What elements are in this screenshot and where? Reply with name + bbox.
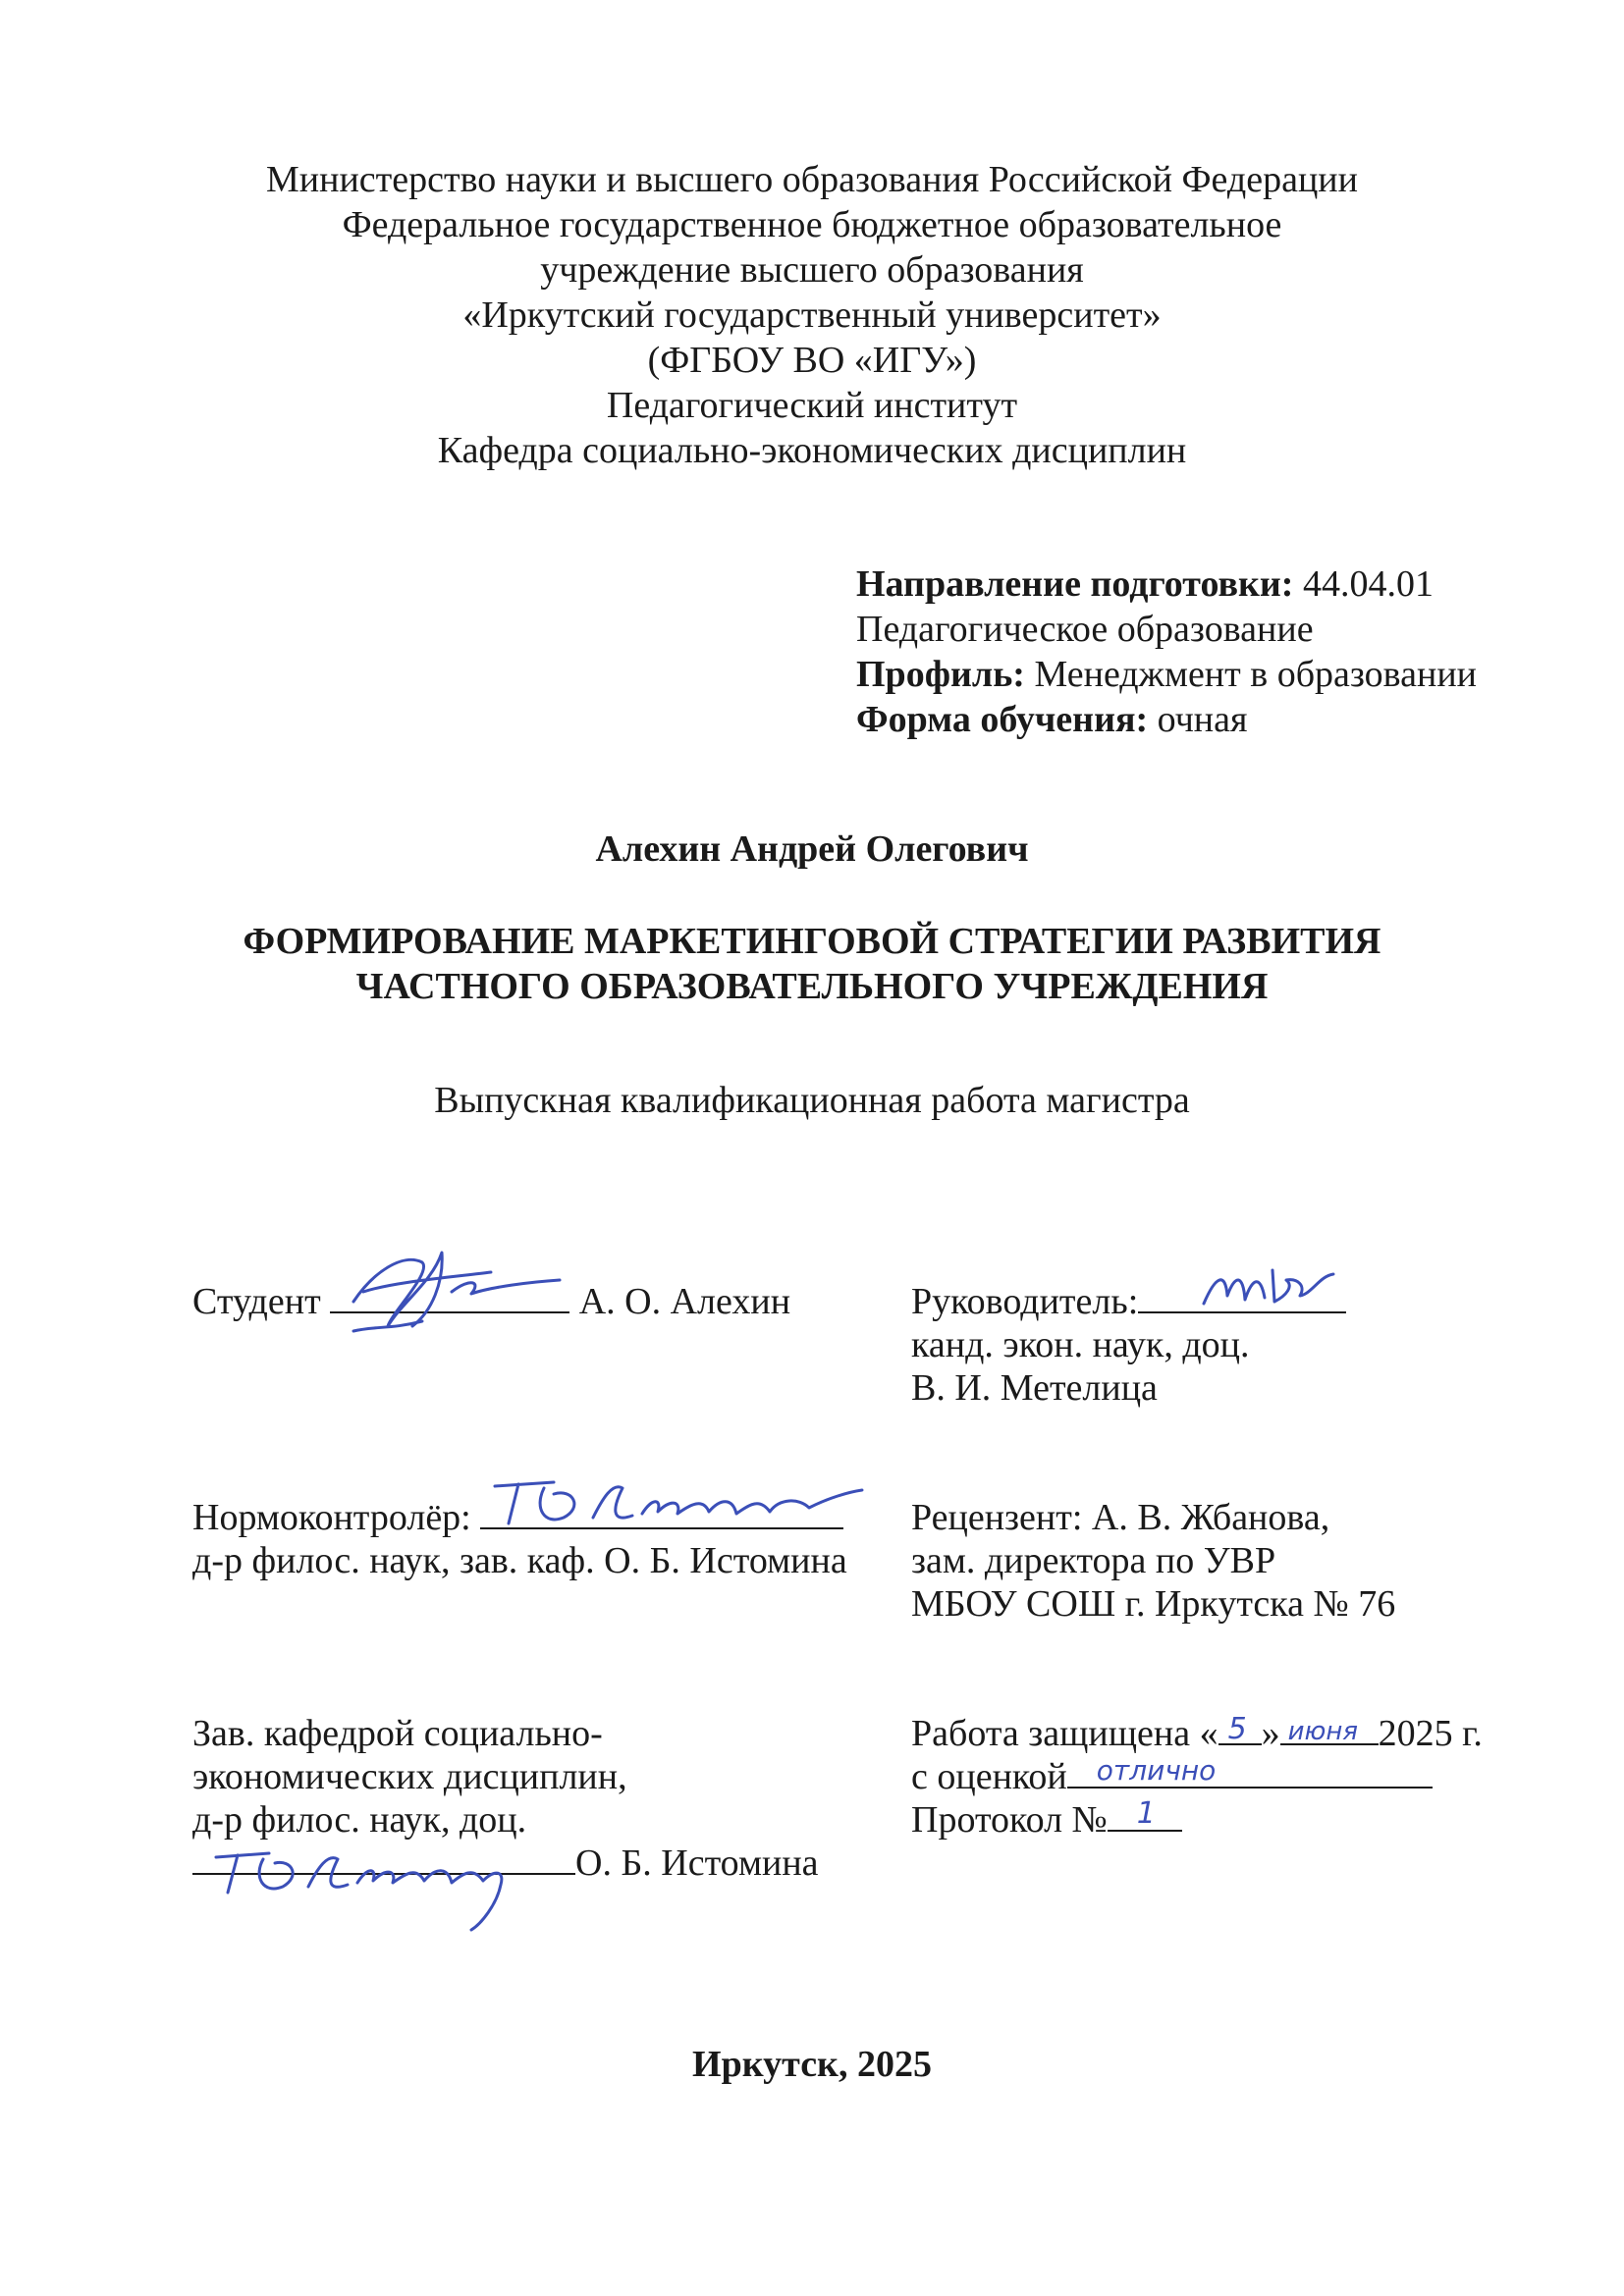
student-label: Студент bbox=[192, 1281, 321, 1322]
thesis-title bbox=[0, 919, 1624, 1009]
supervisor-signature bbox=[1196, 1256, 1343, 1315]
head-name: О. Б. Истомина bbox=[575, 1842, 819, 1884]
head-degree: д-р филос. наук, доц. bbox=[192, 1799, 527, 1841]
supervisor-name: В. И. Метелица bbox=[911, 1367, 1158, 1409]
defense-day-line bbox=[1218, 1714, 1262, 1745]
ministry-header bbox=[0, 157, 1624, 473]
normcontrol-details: д-р филос. наук, зав. каф. О. Б. Истомина bbox=[192, 1540, 847, 1581]
profile-label: Профиль: bbox=[856, 654, 1025, 695]
form-label: Форма обучения: bbox=[856, 699, 1149, 740]
defense-day: 5 bbox=[1227, 1712, 1247, 1746]
header-line-institute: Педагогический институт bbox=[606, 385, 1018, 426]
defense-year: 2025 г. bbox=[1378, 1713, 1483, 1754]
city-year-footer: Иркутск, 2025 bbox=[692, 2044, 932, 2085]
normcontrol-label: Нормоконтролёр: bbox=[192, 1497, 471, 1538]
supervisor-degree: канд. экон. наук, доц. bbox=[911, 1324, 1250, 1365]
defense-month-line bbox=[1280, 1714, 1379, 1745]
supervisor-label: Руководитель: bbox=[911, 1281, 1139, 1322]
thesis-title-line2: ЧАСТНОГО ОБРАЗОВАТЕЛЬНОГО УЧРЕЖДЕНИЯ bbox=[355, 966, 1269, 1007]
defense-mid: » bbox=[1261, 1713, 1280, 1754]
header-line-ministry: Министерство науки и высшего образования Российской Федерации bbox=[266, 159, 1358, 200]
header-line-university: «Иркутский государственный университет» bbox=[462, 294, 1162, 336]
grade-value: отлично bbox=[1096, 1754, 1217, 1787]
head-title-line2: экономических дисциплин, bbox=[192, 1756, 627, 1797]
form-value: очная bbox=[1148, 699, 1248, 740]
defense-block bbox=[911, 1712, 1483, 1842]
profile-row bbox=[856, 652, 1477, 697]
reviewer-name: Рецензент: А. В. Жбанова, bbox=[911, 1497, 1330, 1538]
protocol-label: Протокол № bbox=[911, 1799, 1108, 1841]
direction-label: Направление подготовки: bbox=[856, 563, 1294, 605]
direction-code: 44.04.01 bbox=[1293, 563, 1434, 605]
work-type: Выпускная квалификационная работа магистра bbox=[434, 1080, 1190, 1121]
direction-name: Педагогическое образование bbox=[856, 609, 1314, 650]
header-line-institution-level: учреждение высшего образования bbox=[540, 249, 1084, 291]
grade-row bbox=[911, 1755, 1483, 1798]
form-row bbox=[856, 697, 1477, 742]
student-name: А. О. Алехин bbox=[578, 1281, 791, 1322]
header-line-institution-type: Федеральное государственное бюджетное образовательное bbox=[342, 204, 1282, 245]
defense-prefix: Работа защищена « bbox=[911, 1713, 1218, 1754]
header-line-department: Кафедра социально-экономических дисциплин bbox=[437, 430, 1187, 471]
defense-month: июня bbox=[1287, 1717, 1359, 1746]
reviewer-position: зам. директора по УВР bbox=[911, 1540, 1276, 1581]
direction-row bbox=[856, 561, 1477, 607]
normcontrol-signature bbox=[485, 1468, 868, 1537]
grade-line bbox=[1067, 1754, 1433, 1789]
grade-label: с оценкой bbox=[911, 1756, 1067, 1797]
author-name: Алехин Андрей Олегович bbox=[595, 828, 1029, 870]
profile-value: Менеджмент в образовании bbox=[1024, 654, 1477, 695]
protocol-row bbox=[911, 1798, 1483, 1842]
protocol-number: 1 bbox=[1136, 1796, 1156, 1831]
header-line-abbreviation: (ФГБОУ ВО «ИГУ») bbox=[647, 340, 977, 381]
reviewer-block bbox=[911, 1496, 1395, 1626]
student-signature bbox=[334, 1233, 589, 1341]
reviewer-organization: МБОУ СОШ г. Иркутска № 76 bbox=[911, 1583, 1396, 1625]
thesis-title-line1: ФОРМИРОВАНИЕ МАРКЕТИНГОВОЙ СТРАТЕГИИ РАЗВИТИЯ bbox=[243, 921, 1381, 962]
head-title-line1: Зав. кафедрой социально- bbox=[192, 1713, 603, 1754]
protocol-line bbox=[1108, 1796, 1182, 1832]
program-info bbox=[856, 561, 1477, 742]
head-signature bbox=[206, 1836, 589, 1934]
